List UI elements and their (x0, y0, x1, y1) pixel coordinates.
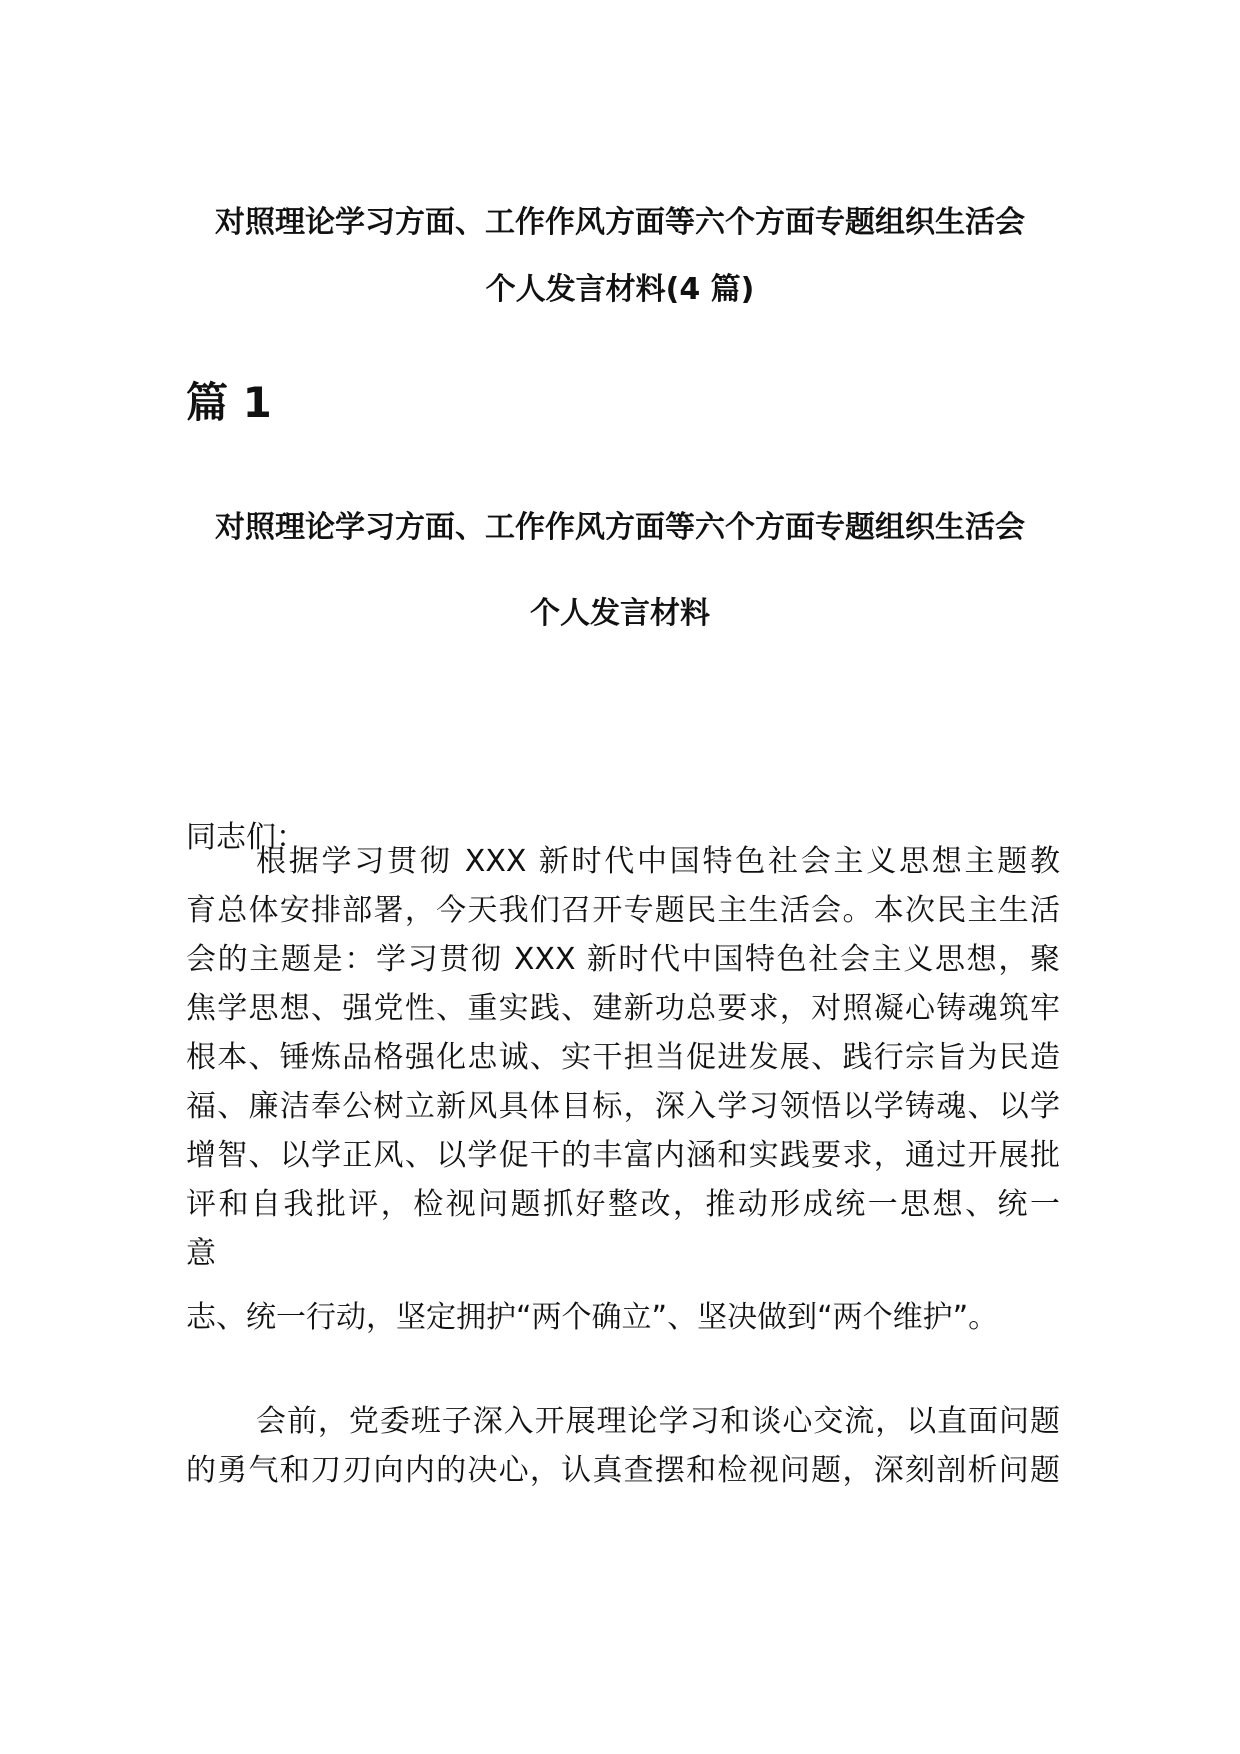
paragraph-1-line-5: 根本、锤炼品格强化忠诚、实干担当促进发展、践行宗旨为民造 (186, 1040, 1060, 1075)
paragraph-1-line-7: 增智、以学正风、以学促干的丰富内涵和实践要求，通过开展批 (186, 1138, 1060, 1173)
salutation: 同志们： (186, 820, 306, 855)
document-title-line-2: 个人发言材料(4 篇) (485, 272, 755, 307)
paragraph-1-line-4: 焦学思想、强党性、重实践、建新功总要求，对照凝心铸魂筑牢 (186, 991, 1060, 1026)
paragraph-1-line-3: 会的主题是：学习贯彻 XXX 新时代中国特色社会主义思想，聚 (186, 942, 1060, 977)
paragraph-2-line-1: 会前，党委班子深入开展理论学习和谈心交流，以直面问题 (256, 1404, 1060, 1439)
section-title-line-2: 个人发言材料 (530, 596, 710, 631)
paragraph-2-line-2: 的勇气和刀刃向内的决心，认真查摆和检视问题，深刻剖析问题 (186, 1453, 1060, 1488)
paragraph-1-line-1: 根据学习贯彻 XXX 新时代中国特色社会主义思想主题教 (256, 844, 1060, 879)
paragraph-1-line-9: 意 (186, 1236, 216, 1271)
paragraph-1-line-2: 育总体安排部署，今天我们召开专题民主生活会。本次民主生活 (186, 893, 1060, 928)
section-title-line-1: 对照理论学习方面、工作作风方面等六个方面专题组织生活会 (215, 510, 1025, 545)
paragraph-1-line-6: 福、廉洁奉公树立新风具体目标，深入学习领悟以学铸魂、以学 (186, 1089, 1060, 1124)
paragraph-1-tail: 志、统一行动，坚定拥护“两个确立”、坚决做到“两个维护”。 (186, 1300, 999, 1335)
paragraph-1-line-8: 评和自我批评，检视问题抓好整改，推动形成统一思想、统一 (186, 1187, 1060, 1222)
section-heading: 篇 1 (186, 378, 272, 427)
document-title-line-1: 对照理论学习方面、工作作风方面等六个方面专题组织生活会 (215, 205, 1025, 240)
